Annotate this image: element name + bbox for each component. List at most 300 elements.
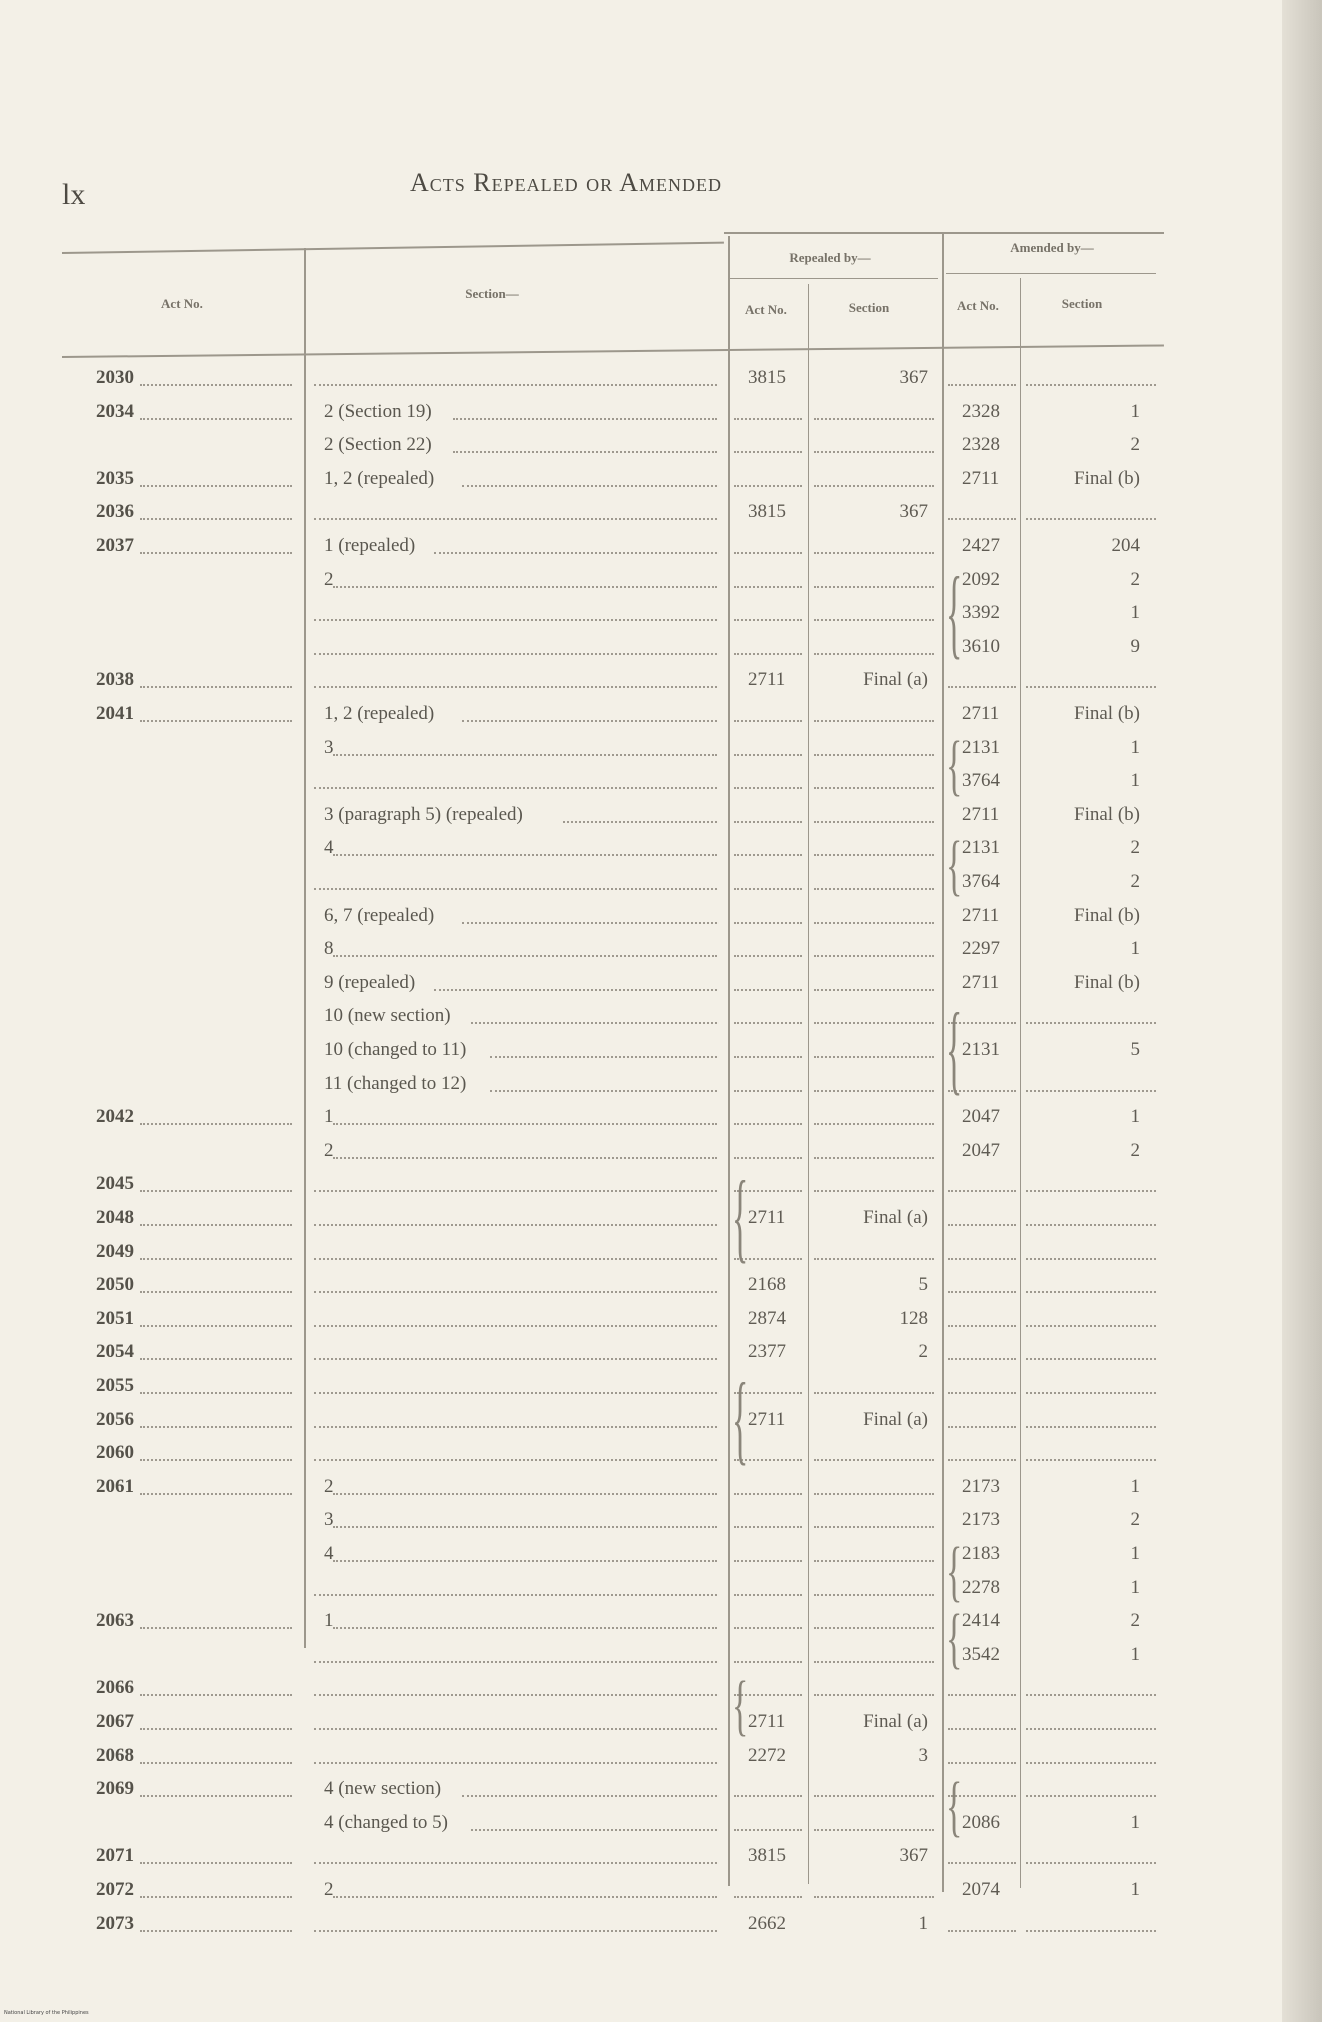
- act-number: 2037: [96, 535, 134, 556]
- section-ref: 8: [324, 938, 334, 960]
- act-leader: [140, 1862, 292, 1864]
- act-number: 2045: [96, 1173, 134, 1195]
- repealed-act-no: 3815: [748, 1845, 786, 1867]
- repealed-act-leader: [734, 888, 802, 890]
- section-leader: [314, 1459, 717, 1461]
- repealed-section: Final (a): [863, 1711, 928, 1732]
- amended-section: 1: [1130, 736, 1140, 758]
- amended-act-no: 2414: [962, 1610, 1000, 1632]
- repealed-section: 2: [918, 1341, 928, 1363]
- section-leader: [314, 518, 717, 520]
- act-leader: [140, 384, 292, 386]
- amended-act-no: 2297: [962, 938, 1000, 960]
- act-leader: [140, 1358, 292, 1360]
- act-leader: [140, 1728, 292, 1730]
- act-leader: [140, 1930, 292, 1932]
- repealed-section-leader: [814, 1627, 934, 1629]
- repealed-section-leader: [814, 955, 934, 957]
- act-leader: [140, 1123, 292, 1125]
- section-leader: [314, 1291, 717, 1293]
- section-leader: [314, 1694, 717, 1696]
- act-leader: [140, 1896, 292, 1898]
- section-leader: [314, 1190, 717, 1192]
- repealed-act-leader: [734, 1123, 802, 1125]
- amended-act-no: 3392: [962, 602, 1000, 624]
- section-leader: [314, 888, 717, 890]
- repealed-section-leader: [814, 1694, 934, 1696]
- header-repealed-by: Repealed by—: [789, 250, 871, 265]
- amended-section-leader: [1026, 1694, 1156, 1696]
- page-edge-shadow: [1282, 0, 1322, 2022]
- act-leader: [140, 552, 292, 554]
- amended-act-leader: [948, 1258, 1016, 1260]
- amended-section-leader: [1026, 1190, 1156, 1192]
- amended-act-no: 2183: [962, 1543, 1000, 1564]
- repealed-act-leader: [734, 989, 802, 991]
- repealed-section-leader: [814, 451, 934, 453]
- amended-section-leader: [1026, 1090, 1156, 1092]
- act-leader: [140, 1291, 292, 1293]
- amended-act-leader: [948, 1728, 1016, 1730]
- section-leader: [434, 989, 717, 991]
- repealed-section-leader: [814, 1493, 934, 1495]
- repealed-section-leader: [814, 418, 934, 420]
- section-leader: [314, 1930, 717, 1932]
- amended-section: 2: [1130, 1610, 1140, 1632]
- amended-act-leader: [948, 1291, 1016, 1293]
- repealed-act-leader: [734, 1795, 802, 1797]
- section-leader: [333, 955, 717, 957]
- amended-act-no: 2711: [962, 703, 1000, 724]
- section-ref: 3: [324, 1509, 334, 1531]
- section-leader: [490, 1090, 717, 1092]
- section-leader: [453, 451, 717, 453]
- section-leader: [333, 854, 717, 856]
- amended-act-leader: [948, 1325, 1016, 1327]
- amended-section: 2: [1130, 1139, 1140, 1161]
- amended-act-leader: [948, 1426, 1016, 1428]
- amended-section-leader: [1026, 1358, 1156, 1360]
- repealed-section-leader: [814, 1056, 934, 1058]
- col-divider-4: [942, 232, 944, 1892]
- repealed-section-leader: [814, 989, 934, 991]
- section-leader: [490, 1056, 717, 1058]
- section-ref: 1 (repealed): [324, 535, 416, 556]
- repealed-act-no: 2711: [748, 1207, 786, 1228]
- amended-act-no: 2328: [962, 400, 1000, 422]
- amended-act-no: 2047: [962, 1106, 1000, 1128]
- amended-act-no: 2173: [962, 1475, 1000, 1497]
- amended-section: 1: [1130, 938, 1140, 960]
- repealed-brace: {: [732, 1366, 749, 1476]
- amended-act-no: 2711: [962, 803, 1000, 825]
- act-leader: [140, 518, 292, 520]
- repealed-act-leader: [734, 1526, 802, 1528]
- repealed-section-leader: [814, 787, 934, 789]
- act-number: 2034: [96, 400, 134, 422]
- repealed-section-leader: [814, 754, 934, 756]
- section-leader: [333, 1896, 717, 1898]
- repealed-brace: {: [732, 1164, 749, 1274]
- amended-section-leader: [1026, 1426, 1156, 1428]
- amended-section: 2: [1130, 1509, 1140, 1531]
- act-number: 2071: [96, 1845, 134, 1867]
- repealed-section-leader: [814, 552, 934, 554]
- amended-brace: {: [946, 996, 963, 1106]
- act-number: 2041: [96, 703, 134, 724]
- amended-act-no: 2278: [962, 1576, 1000, 1598]
- repealed-section-leader: [814, 653, 934, 655]
- header-act-no: Act No.: [161, 296, 203, 311]
- col-divider-5: [1020, 278, 1021, 1888]
- act-leader: [140, 1795, 292, 1797]
- amended-section-leader: [1026, 1224, 1156, 1226]
- repealed-act-leader: [734, 1594, 802, 1596]
- repealed-act-leader: [734, 1493, 802, 1495]
- amended-section: 1: [1130, 1475, 1140, 1497]
- amended-section-leader: [1026, 1022, 1156, 1024]
- section-ref: 2: [324, 1139, 334, 1161]
- repealed-act-no: 2874: [748, 1307, 786, 1329]
- repealed-section-leader: [814, 619, 934, 621]
- amended-act-no: 2427: [962, 535, 1000, 556]
- section-ref: 9 (repealed): [324, 971, 416, 993]
- repealed-section-leader: [814, 888, 934, 890]
- amended-brace: {: [946, 830, 963, 904]
- repealed-act-leader: [734, 552, 802, 554]
- amended-act-leader: [948, 1190, 1016, 1192]
- footer-credit: National Library of the Philippines: [4, 2010, 89, 2016]
- section-ref: 1: [324, 1610, 334, 1632]
- amended-sub-rule: [946, 273, 1156, 274]
- amended-section-leader: [1026, 1762, 1156, 1764]
- section-leader: [314, 1594, 717, 1596]
- section-leader: [333, 586, 717, 588]
- section-ref: 10 (new section): [324, 1005, 451, 1027]
- amended-section-leader: [1026, 1459, 1156, 1461]
- amended-act-no: 3764: [962, 770, 1000, 792]
- section-leader: [333, 1493, 717, 1495]
- amended-section-leader: [1026, 1930, 1156, 1932]
- act-leader: [140, 1426, 292, 1428]
- repealed-section: 367: [899, 367, 928, 388]
- amended-brace: {: [946, 1536, 963, 1610]
- repealed-sub-rule: [730, 278, 938, 279]
- act-leader: [140, 485, 292, 487]
- section-leader: [453, 418, 717, 420]
- repealed-section: 367: [899, 1845, 928, 1867]
- act-leader: [140, 1190, 292, 1192]
- amended-act-no: 2711: [962, 467, 1000, 489]
- amended-section-leader: [1026, 518, 1156, 520]
- section-leader: [434, 552, 717, 554]
- repealed-act-no: 2711: [748, 1408, 786, 1430]
- act-leader: [140, 1493, 292, 1495]
- amended-act-leader: [948, 1762, 1016, 1764]
- repealed-act-leader: [734, 955, 802, 957]
- repealed-act-leader: [734, 586, 802, 588]
- act-leader: [140, 1627, 292, 1629]
- section-ref: 11 (changed to 12): [324, 1072, 467, 1094]
- amended-brace: {: [946, 1603, 963, 1677]
- repealed-act-no: 3815: [748, 501, 786, 523]
- amended-section: 2: [1130, 871, 1140, 892]
- amended-act-no: 3610: [962, 635, 1000, 657]
- col-divider-1: [304, 248, 306, 1648]
- act-number: 2054: [96, 1341, 134, 1363]
- amended-section: 2: [1130, 434, 1140, 456]
- act-leader: [140, 1392, 292, 1394]
- act-number: 2073: [96, 1912, 134, 1934]
- amended-section: 1: [1130, 400, 1140, 422]
- section-ref: 3 (paragraph 5) (repealed): [324, 803, 523, 825]
- section-ref: 1: [324, 1106, 334, 1128]
- amended-act-no: 2711: [962, 971, 1000, 993]
- repealed-act-no: 2377: [748, 1341, 786, 1363]
- act-leader: [140, 1224, 292, 1226]
- repealed-section: 3: [918, 1744, 928, 1766]
- section-leader: [333, 1123, 717, 1125]
- section-leader: [314, 1762, 717, 1764]
- repealed-act-no: 3815: [748, 367, 786, 388]
- amended-section: 5: [1130, 1039, 1140, 1060]
- repealed-section-leader: [814, 1459, 934, 1461]
- section-ref: 2: [324, 1475, 334, 1497]
- section-leader: [314, 1728, 717, 1730]
- amended-act-leader: [948, 1694, 1016, 1696]
- act-leader: [140, 686, 292, 688]
- amended-section: Final (b): [1074, 803, 1140, 825]
- act-number: 2036: [96, 501, 134, 523]
- amended-act-leader: [948, 384, 1016, 386]
- repealed-section: 1: [918, 1912, 928, 1934]
- amended-section: 1: [1130, 1811, 1140, 1833]
- act-number: 2055: [96, 1375, 134, 1396]
- amended-section-leader: [1026, 1795, 1156, 1797]
- section-ref: 4 (changed to 5): [324, 1811, 448, 1833]
- amended-act-leader: [948, 686, 1016, 688]
- repealed-act-leader: [734, 1157, 802, 1159]
- amended-brace: {: [946, 559, 963, 670]
- amended-section: Final (b): [1074, 904, 1140, 926]
- act-leader: [140, 1694, 292, 1696]
- repealed-section-leader: [814, 1795, 934, 1797]
- repealed-section-leader: [814, 1594, 934, 1596]
- section-leader: [314, 1426, 717, 1428]
- repealed-act-leader: [734, 1661, 802, 1663]
- repealed-section-leader: [814, 485, 934, 487]
- act-number: 2050: [96, 1274, 134, 1296]
- repealed-act-leader: [734, 754, 802, 756]
- repealed-act-leader: [734, 1022, 802, 1024]
- repealed-act-leader: [734, 1829, 802, 1831]
- amended-act-no: 2131: [962, 736, 1000, 758]
- repealed-act-no: 2168: [748, 1274, 786, 1296]
- amended-brace: {: [946, 729, 963, 803]
- repealed-section: 5: [918, 1274, 928, 1296]
- amended-section: 1: [1130, 602, 1140, 624]
- section-ref: 1, 2 (repealed): [324, 467, 435, 489]
- repealed-act-leader: [734, 619, 802, 621]
- section-leader: [314, 619, 717, 621]
- repealed-act-no: 2711: [748, 1711, 786, 1732]
- amended-section: 204: [1111, 535, 1140, 556]
- repealed-section-leader: [814, 854, 934, 856]
- section-leader: [314, 1325, 717, 1327]
- section-ref: 4: [324, 837, 334, 859]
- repealed-act-leader: [734, 787, 802, 789]
- amended-section: Final (b): [1074, 971, 1140, 993]
- section-ref: 2 (Section 19): [324, 400, 432, 422]
- amended-section: 2: [1130, 837, 1140, 859]
- repealed-act-leader: [734, 1090, 802, 1092]
- section-ref: 4: [324, 1543, 334, 1564]
- act-number: 2068: [96, 1744, 134, 1766]
- repealed-section: 128: [899, 1307, 928, 1329]
- amended-act-leader: [948, 1392, 1016, 1394]
- section-leader: [333, 1560, 717, 1562]
- amended-section-leader: [1026, 1291, 1156, 1293]
- section-leader: [314, 1661, 717, 1663]
- section-leader: [314, 1862, 717, 1864]
- repealed-act-leader: [734, 485, 802, 487]
- section-leader: [471, 1022, 717, 1024]
- header-repealed-act-no: Act No.: [745, 302, 787, 317]
- repealed-act-no: 2272: [748, 1744, 786, 1766]
- repealed-section-leader: [814, 1896, 934, 1898]
- act-leader: [140, 1258, 292, 1260]
- repealed-act-leader: [734, 922, 802, 924]
- repealed-act-leader: [734, 418, 802, 420]
- acts-table: [62, 228, 1164, 1934]
- act-number: 2049: [96, 1240, 134, 1262]
- header-repealed-section: Section: [848, 300, 890, 315]
- amended-act-no: 2131: [962, 1039, 1000, 1060]
- col-divider-3: [808, 284, 809, 1884]
- section-leader: [462, 922, 717, 924]
- amended-section: 1: [1130, 1106, 1140, 1128]
- amended-section: Final (b): [1074, 703, 1140, 724]
- amended-act-no: 3542: [962, 1643, 1000, 1665]
- amended-act-no: 2047: [962, 1139, 1000, 1161]
- act-number: 2048: [96, 1207, 134, 1228]
- amended-act-leader: [948, 1459, 1016, 1461]
- col-divider-2: [728, 236, 730, 1886]
- act-number: 2056: [96, 1408, 134, 1430]
- section-ref: 4 (new section): [324, 1778, 442, 1800]
- act-leader: [140, 1459, 292, 1461]
- amended-section: 1: [1130, 1543, 1140, 1564]
- repealed-section-leader: [814, 1123, 934, 1125]
- section-leader: [333, 1627, 717, 1629]
- repealed-section-leader: [814, 1090, 934, 1092]
- repealed-act-leader: [734, 854, 802, 856]
- section-leader: [314, 1358, 717, 1360]
- amended-act-no: 2074: [962, 1879, 1000, 1900]
- section-leader: [314, 653, 717, 655]
- repealed-section-leader: [814, 586, 934, 588]
- amended-act-no: 3764: [962, 871, 1000, 892]
- amended-section-leader: [1026, 1862, 1156, 1864]
- amended-act-leader: [948, 1930, 1016, 1932]
- amended-brace: {: [946, 1771, 963, 1845]
- amended-section-leader: [1026, 1392, 1156, 1394]
- amended-section: 2: [1130, 568, 1140, 590]
- amended-section: Final (b): [1074, 467, 1140, 489]
- repealed-section: 367: [899, 501, 928, 523]
- act-number: 2066: [96, 1677, 134, 1699]
- act-number: 2038: [96, 669, 134, 691]
- page-number: lx: [62, 178, 86, 211]
- amended-act-no: 2173: [962, 1509, 1000, 1531]
- amended-section-leader: [1026, 1728, 1156, 1730]
- act-leader: [140, 1762, 292, 1764]
- repealed-act-leader: [734, 1627, 802, 1629]
- section-leader: [462, 485, 717, 487]
- act-number: 2030: [96, 367, 134, 388]
- repealed-section-leader: [814, 1258, 934, 1260]
- repealed-section-leader: [814, 821, 934, 823]
- header-section: Section—: [465, 286, 519, 301]
- section-leader: [462, 720, 717, 722]
- header-amended-section: Section: [1061, 296, 1103, 311]
- act-number: 2061: [96, 1475, 134, 1497]
- repealed-section-leader: [814, 1661, 934, 1663]
- repealed-act-leader: [734, 821, 802, 823]
- section-leader: [471, 1829, 717, 1831]
- repealed-section-leader: [814, 1560, 934, 1562]
- repealed-section-leader: [814, 1392, 934, 1394]
- repealed-act-leader: [734, 1056, 802, 1058]
- amended-act-leader: [948, 1224, 1016, 1226]
- section-ref: 2: [324, 1879, 334, 1900]
- act-number: 2067: [96, 1711, 134, 1732]
- section-leader: [563, 821, 717, 823]
- repealed-section: Final (a): [863, 1207, 928, 1228]
- amended-section: 1: [1130, 1879, 1140, 1900]
- section-ref: 3: [324, 736, 334, 758]
- amended-section-leader: [1026, 384, 1156, 386]
- act-leader: [140, 720, 292, 722]
- act-leader: [140, 418, 292, 420]
- repealed-section-leader: [814, 922, 934, 924]
- section-ref: 2: [324, 568, 334, 590]
- header-amended-act-no: Act No.: [957, 298, 999, 313]
- amended-section: 1: [1130, 770, 1140, 792]
- act-number: 2060: [96, 1442, 134, 1464]
- repealed-act-leader: [734, 451, 802, 453]
- amended-act-no: 2711: [962, 904, 1000, 926]
- amended-section: 1: [1130, 1643, 1140, 1665]
- section-leader: [333, 1526, 717, 1528]
- repealed-act-leader: [734, 1560, 802, 1562]
- amended-section: 9: [1130, 635, 1140, 657]
- amended-section: 1: [1130, 1576, 1140, 1598]
- repealed-act-no: 2711: [748, 669, 786, 691]
- repealed-section: Final (a): [863, 669, 928, 691]
- amended-act-leader: [948, 1358, 1016, 1360]
- amended-section-leader: [1026, 686, 1156, 688]
- amended-act-no: 2086: [962, 1811, 1000, 1833]
- amended-act-no: 2131: [962, 837, 1000, 859]
- section-leader: [462, 1795, 717, 1797]
- header-top-rule: [62, 242, 724, 254]
- section-ref: 1, 2 (repealed): [324, 703, 435, 724]
- repealed-section-leader: [814, 1829, 934, 1831]
- amended-act-no: 2092: [962, 568, 1000, 590]
- section-leader: [314, 384, 717, 386]
- header-amended-by: Amended by—: [1010, 240, 1094, 255]
